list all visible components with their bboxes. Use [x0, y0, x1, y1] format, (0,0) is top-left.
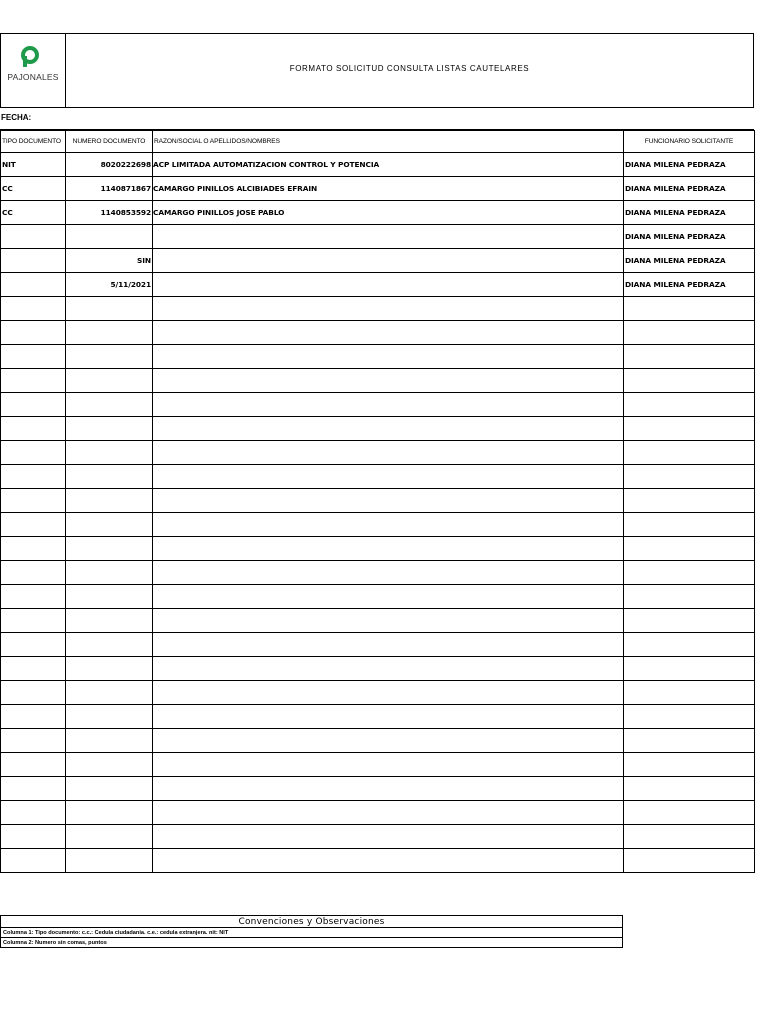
- funcionario-cell: [624, 513, 755, 537]
- funcionario-cell: DIANA MILENA PEDRAZA: [624, 153, 755, 177]
- table-row: [1, 201, 755, 225]
- razon-social-cell: [153, 273, 624, 297]
- razon-social-cell: [153, 657, 624, 681]
- numero-documento-cell: [66, 297, 153, 321]
- razon-social-cell: [153, 633, 624, 657]
- razon-social-cell: [153, 753, 624, 777]
- table-row: [1, 849, 755, 873]
- funcionario-cell: DIANA MILENA PEDRAZA: [624, 225, 755, 249]
- funcionario-cell: [624, 561, 755, 585]
- table-row: [1, 345, 755, 369]
- table-row: [1, 513, 755, 537]
- razon-social-cell: [153, 489, 624, 513]
- razon-social-cell: [153, 345, 624, 369]
- funcionario-cell: [624, 585, 755, 609]
- tipo-documento-cell: [1, 273, 66, 297]
- table-row: [1, 705, 755, 729]
- numero-documento-cell: [66, 537, 153, 561]
- numero-documento-cell: [66, 801, 153, 825]
- razon-social-cell: [153, 609, 624, 633]
- column-header: FUNCIONARIO SOLICITANTE: [624, 131, 755, 153]
- tipo-documento-cell: [1, 321, 66, 345]
- tipo-documento-cell: [1, 297, 66, 321]
- table-row: [1, 393, 755, 417]
- numero-documento-cell: [66, 441, 153, 465]
- razon-social-cell: [153, 465, 624, 489]
- table-row: [1, 729, 755, 753]
- funcionario-cell: DIANA MILENA PEDRAZA: [624, 201, 755, 225]
- tipo-documento-cell: [1, 345, 66, 369]
- table-row: [1, 657, 755, 681]
- tipo-documento-cell: [1, 777, 66, 801]
- funcionario-cell: DIANA MILENA PEDRAZA: [624, 273, 755, 297]
- tipo-documento-cell: [1, 225, 66, 249]
- tipo-documento-cell: CC: [1, 201, 66, 225]
- column-header: RAZON/SOCIAL O APELLIDOS/NOMBRES: [153, 131, 624, 153]
- numero-documento-cell: [66, 633, 153, 657]
- razon-social-cell: [153, 585, 624, 609]
- funcionario-cell: [624, 633, 755, 657]
- table-row: [1, 585, 755, 609]
- table-row: [1, 825, 755, 849]
- table-row: [1, 249, 755, 273]
- numero-documento-cell: [66, 417, 153, 441]
- funcionario-cell: [624, 489, 755, 513]
- tipo-documento-cell: [1, 657, 66, 681]
- numero-documento-cell: [66, 609, 153, 633]
- razon-social-cell: [153, 249, 624, 273]
- numero-documento-cell: [66, 561, 153, 585]
- tipo-documento-cell: [1, 705, 66, 729]
- funcionario-cell: [624, 345, 755, 369]
- funcionario-cell: [624, 825, 755, 849]
- convention-line: Columna 1: Tipo documento: c.c.: Cedula ciudadania. c.e.: cedula extranjera. nit: NIT: [1, 928, 623, 938]
- numero-documento-cell: [66, 345, 153, 369]
- numero-documento-cell: SIN: [66, 249, 153, 273]
- razon-social-cell: [153, 441, 624, 465]
- tipo-documento-cell: [1, 609, 66, 633]
- column-header: TIPO DOCUMENTO: [1, 131, 66, 153]
- numero-documento-cell: [66, 681, 153, 705]
- tipo-documento-cell: [1, 681, 66, 705]
- table-row: [1, 777, 755, 801]
- numero-documento-cell: 8020222698: [66, 153, 153, 177]
- table-row: [1, 489, 755, 513]
- razon-social-cell: [153, 393, 624, 417]
- funcionario-cell: [624, 729, 755, 753]
- conventions-table: [0, 915, 623, 948]
- funcionario-cell: [624, 369, 755, 393]
- razon-social-cell: [153, 297, 624, 321]
- tipo-documento-cell: [1, 417, 66, 441]
- numero-documento-cell: [66, 729, 153, 753]
- tipo-documento-cell: [1, 369, 66, 393]
- form-header: [0, 33, 754, 108]
- tipo-documento-cell: [1, 393, 66, 417]
- tipo-documento-cell: [1, 729, 66, 753]
- table-row: [1, 465, 755, 489]
- numero-documento-cell: [66, 849, 153, 873]
- table-row: [1, 753, 755, 777]
- table-row: [1, 609, 755, 633]
- razon-social-cell: [153, 537, 624, 561]
- form-title: FORMATO SOLICITUD CONSULTA LISTAS CAUTELARES: [289, 64, 530, 73]
- numero-documento-cell: 5/11/2021: [66, 273, 153, 297]
- funcionario-cell: [624, 753, 755, 777]
- funcionario-cell: [624, 801, 755, 825]
- razon-social-cell: [153, 321, 624, 345]
- razon-social-cell: [153, 369, 624, 393]
- funcionario-cell: [624, 609, 755, 633]
- razon-social-cell: [153, 705, 624, 729]
- razon-social-cell: [153, 513, 624, 537]
- table-row: [1, 441, 755, 465]
- tipo-documento-cell: [1, 561, 66, 585]
- numero-documento-cell: [66, 393, 153, 417]
- funcionario-cell: [624, 441, 755, 465]
- funcionario-cell: [624, 705, 755, 729]
- table-row: [1, 297, 755, 321]
- funcionario-cell: [624, 657, 755, 681]
- table-row: [1, 369, 755, 393]
- tipo-documento-cell: [1, 825, 66, 849]
- razon-social-cell: ACP LIMITADA AUTOMATIZACION CONTROL Y POTENCIA: [153, 153, 624, 177]
- funcionario-cell: [624, 849, 755, 873]
- table-row: [1, 153, 755, 177]
- tipo-documento-cell: [1, 849, 66, 873]
- logo-cell: [1, 34, 66, 107]
- funcionario-cell: [624, 417, 755, 441]
- razon-social-cell: CAMARGO PINILLOS ALCIBIADES EFRAIN: [153, 177, 624, 201]
- tipo-documento-cell: [1, 633, 66, 657]
- numero-documento-cell: [66, 585, 153, 609]
- numero-documento-cell: 1140853592: [66, 201, 153, 225]
- table-row: [1, 417, 755, 441]
- razon-social-cell: [153, 849, 624, 873]
- table-row: [1, 537, 755, 561]
- table-row: [1, 561, 755, 585]
- numero-documento-cell: [66, 705, 153, 729]
- tipo-documento-cell: [1, 489, 66, 513]
- funcionario-cell: [624, 321, 755, 345]
- tipo-documento-cell: CC: [1, 177, 66, 201]
- convention-line: Columna 2: Numero sin comas, puntos: [1, 938, 623, 948]
- tipo-documento-cell: [1, 465, 66, 489]
- table-row: [1, 321, 755, 345]
- table-row: [1, 273, 755, 297]
- pajonales-logo-icon: [19, 46, 41, 68]
- tipo-documento-cell: [1, 753, 66, 777]
- funcionario-cell: [624, 681, 755, 705]
- table-row: [1, 801, 755, 825]
- fecha-label: FECHA:: [1, 113, 32, 122]
- numero-documento-cell: [66, 369, 153, 393]
- numero-documento-cell: [66, 513, 153, 537]
- razon-social-cell: [153, 681, 624, 705]
- funcionario-cell: [624, 297, 755, 321]
- logo-text: PAJONALES: [7, 72, 59, 82]
- solicitud-table: [0, 130, 755, 873]
- razon-social-cell: [153, 825, 624, 849]
- table-row: [1, 177, 755, 201]
- razon-social-cell: [153, 225, 624, 249]
- funcionario-cell: [624, 537, 755, 561]
- razon-social-cell: CAMARGO PINILLOS JOSE PABLO: [153, 201, 624, 225]
- numero-documento-cell: [66, 465, 153, 489]
- tipo-documento-cell: [1, 249, 66, 273]
- numero-documento-cell: [66, 753, 153, 777]
- razon-social-cell: [153, 801, 624, 825]
- table-header-row: [1, 131, 755, 153]
- razon-social-cell: [153, 729, 624, 753]
- column-header: NUMERO DOCUMENTO: [66, 131, 153, 153]
- funcionario-cell: DIANA MILENA PEDRAZA: [624, 177, 755, 201]
- funcionario-cell: [624, 777, 755, 801]
- tipo-documento-cell: [1, 801, 66, 825]
- table-row: [1, 681, 755, 705]
- funcionario-cell: [624, 393, 755, 417]
- table-row: [1, 633, 755, 657]
- razon-social-cell: [153, 417, 624, 441]
- numero-documento-cell: 1140871867: [66, 177, 153, 201]
- numero-documento-cell: [66, 489, 153, 513]
- numero-documento-cell: [66, 657, 153, 681]
- tipo-documento-cell: [1, 585, 66, 609]
- numero-documento-cell: [66, 225, 153, 249]
- tipo-documento-cell: [1, 441, 66, 465]
- funcionario-cell: DIANA MILENA PEDRAZA: [624, 249, 755, 273]
- tipo-documento-cell: [1, 537, 66, 561]
- numero-documento-cell: [66, 321, 153, 345]
- tipo-documento-cell: NIT: [1, 153, 66, 177]
- funcionario-cell: [624, 465, 755, 489]
- numero-documento-cell: [66, 825, 153, 849]
- razon-social-cell: [153, 561, 624, 585]
- numero-documento-cell: [66, 777, 153, 801]
- table-row: [1, 225, 755, 249]
- razon-social-cell: [153, 777, 624, 801]
- tipo-documento-cell: [1, 513, 66, 537]
- conventions-title: Convenciones y Observaciones: [1, 916, 623, 928]
